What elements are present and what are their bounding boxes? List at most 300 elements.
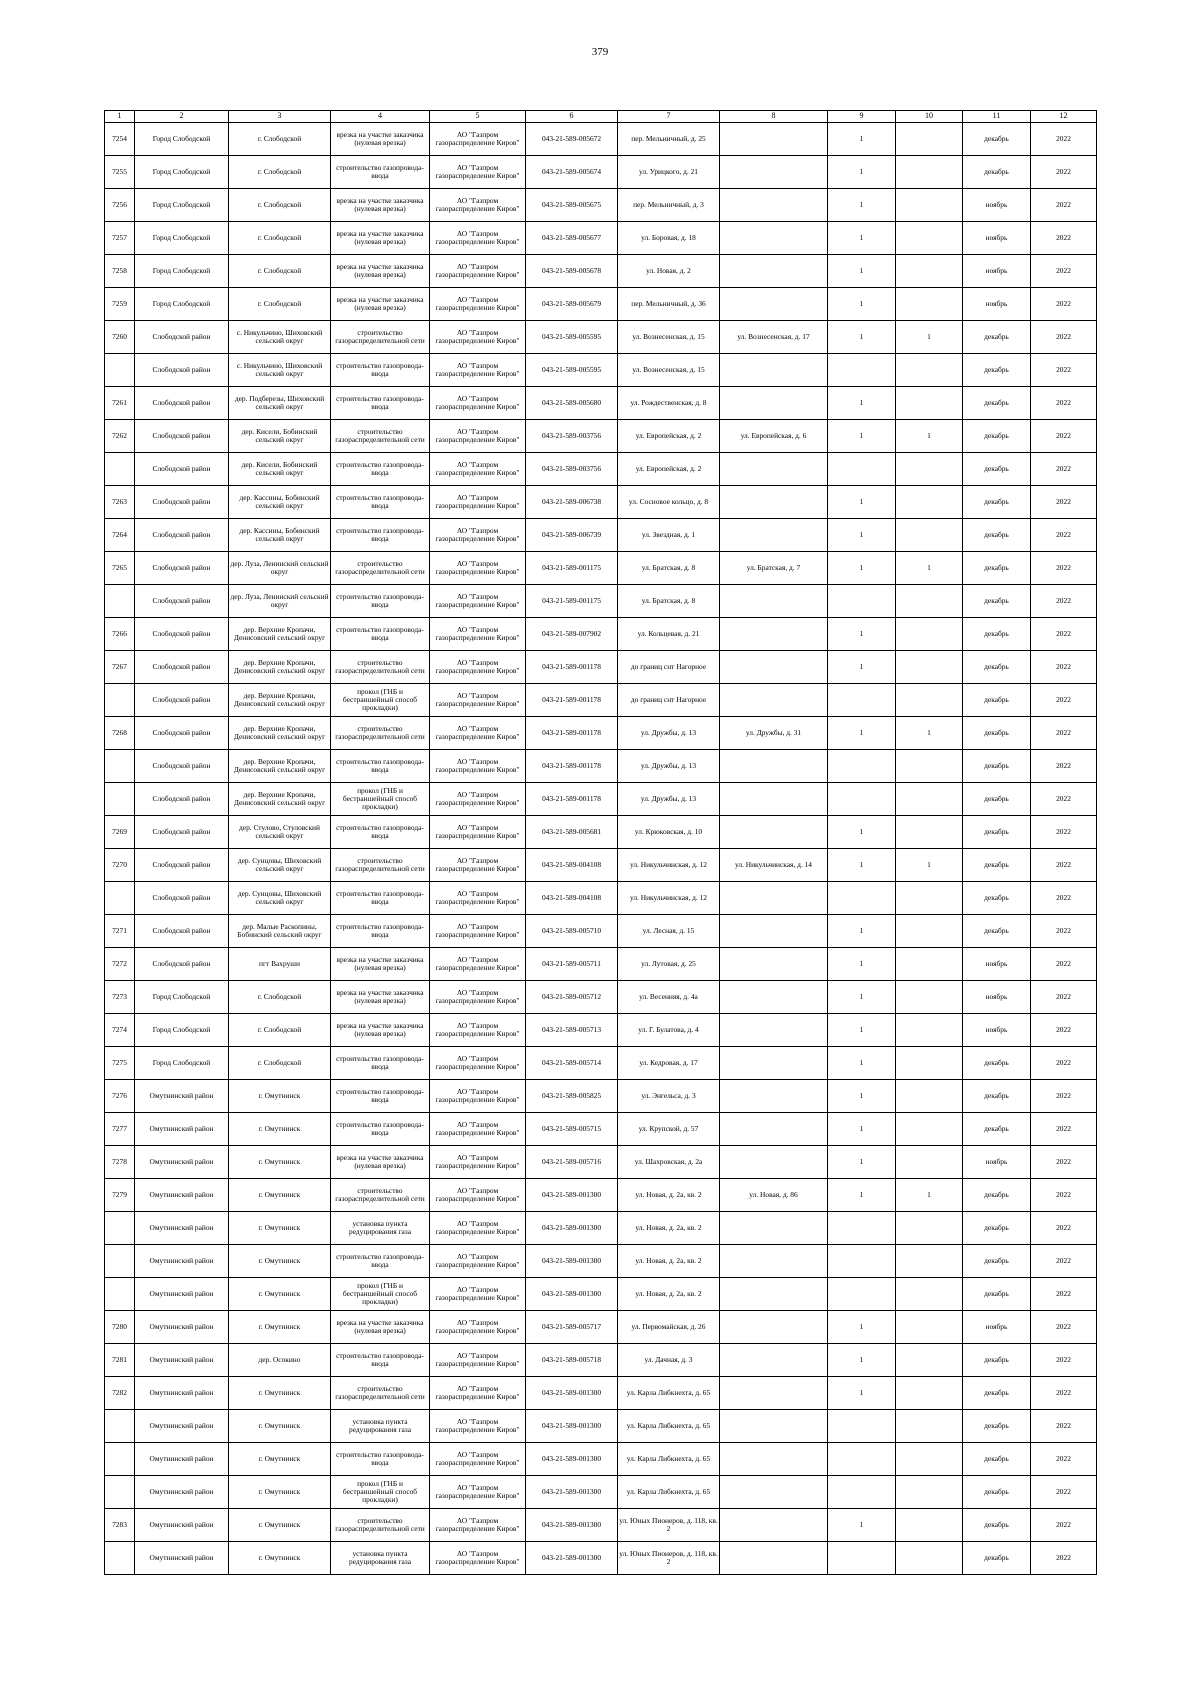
cell-network-count (896, 1509, 963, 1542)
cell-text: АО "Газпром газораспределение Киров" (435, 361, 520, 378)
cell-text: врезка на участке заказчика (нулевая врезка) (336, 1021, 424, 1038)
cell-work-type (331, 981, 430, 1014)
cell-text: строительство газопровода-ввода (336, 625, 424, 642)
cell-work-type (331, 387, 430, 420)
cell-network-count (896, 387, 963, 420)
header-cell: 5 (430, 111, 526, 123)
cell-text: АО "Газпром газораспределение Киров" (435, 922, 520, 939)
cell-work-type (331, 750, 430, 783)
cell-settlement (229, 1113, 331, 1146)
cell-month (963, 1476, 1031, 1509)
cell-month (963, 948, 1031, 981)
cell-text: строительство газопровода-ввода (336, 757, 424, 774)
cell-text: Слободской район (152, 596, 211, 605)
cell-text: АО "Газпром газораспределение Киров" (435, 1087, 520, 1104)
cell-text: 7255 (112, 167, 127, 176)
cell-settlement (229, 1377, 331, 1410)
cell-text: декабрь (984, 464, 1009, 473)
cell-text: дер. Подберезы, Шиховский сельский округ (234, 394, 325, 411)
cell-text: 2022 (1056, 596, 1071, 605)
cell-row-number (105, 783, 135, 816)
cell-application-number (526, 519, 618, 552)
cell-text: строительство газопровода-ввода (336, 1450, 424, 1467)
cell-text: 043-21-589-005678 (541, 266, 602, 275)
cell-text: декабрь (984, 1454, 1009, 1463)
cell-application-number (526, 1212, 618, 1245)
cell-municipality (135, 1542, 229, 1575)
cell-work-type (331, 1146, 430, 1179)
cell-network-count (896, 981, 963, 1014)
cell-organization (430, 1344, 526, 1377)
cell-text: 043-21-589-001300 (541, 1454, 602, 1463)
cell-text: г. Омутнинск (258, 1454, 301, 1463)
cell-row-number (105, 1113, 135, 1146)
cell-settlement (229, 486, 331, 519)
cell-year (1031, 684, 1097, 717)
cell-text: 043-21-589-005716 (541, 1157, 602, 1166)
cell-text: г. Слободской (257, 992, 302, 1001)
cell-text: АО "Газпром газораспределение Киров" (435, 1516, 520, 1533)
cell-text: дер. Кисели, Бобинский сельский округ (241, 427, 318, 444)
cell-text: 2022 (1056, 1190, 1071, 1199)
cell-text: ул. Лутовая, д. 25 (641, 959, 696, 968)
cell-address-from (618, 1245, 720, 1278)
cell-application-number (526, 189, 618, 222)
cell-organization (430, 1509, 526, 1542)
cell-text: дер. Верхние Кропачи, Денисовский сельский округ (233, 691, 326, 708)
cell-organization (430, 321, 526, 354)
cell-address-to (720, 684, 828, 717)
table-row (105, 222, 1097, 255)
cell-text: 2022 (1056, 893, 1071, 902)
cell-month (963, 288, 1031, 321)
cell-text: 043-21-589-001178 (542, 662, 601, 671)
cell-object-count (828, 849, 896, 882)
cell-municipality (135, 486, 229, 519)
cell-row-number (105, 453, 135, 486)
cell-address-to (720, 453, 828, 486)
cell-object-count (828, 1344, 896, 1377)
cell-address-to (720, 783, 828, 816)
cell-address-from (618, 1179, 720, 1212)
cell-municipality (135, 1113, 229, 1146)
cell-text: 1 (859, 1091, 864, 1100)
cell-object-count (828, 618, 896, 651)
cell-text: 1 (859, 827, 864, 836)
cell-settlement (229, 882, 331, 915)
cell-network-count (896, 882, 963, 915)
cell-address-from (618, 387, 720, 420)
header-cell: 10 (896, 111, 963, 123)
cell-text: 7256 (112, 200, 127, 209)
cell-text: Город Слободской (152, 1058, 211, 1067)
cell-application-number (526, 123, 618, 156)
cell-settlement (229, 816, 331, 849)
cell-text: Омутнинский район (149, 1355, 214, 1364)
cell-address-to (720, 288, 828, 321)
cell-text: Город Слободской (152, 992, 211, 1001)
cell-text: г. Омутнинск (258, 1124, 301, 1133)
cell-text: строительство газораспределительной сети (335, 1516, 425, 1533)
table-row (105, 1113, 1097, 1146)
table-row (105, 552, 1097, 585)
cell-month (963, 420, 1031, 453)
cell-text: ул. Братская, д. 8 (641, 596, 696, 605)
cell-organization (430, 222, 526, 255)
cell-text: дер. Кассины, Бобинский сельский округ (239, 526, 320, 543)
cell-work-type (331, 1080, 430, 1113)
cell-text: Слободской район (152, 431, 211, 440)
table-row (105, 1014, 1097, 1047)
cell-text: г. Омутнинск (258, 1322, 301, 1331)
cell-row-number (105, 1344, 135, 1377)
cell-settlement (229, 618, 331, 651)
cell-address-from (618, 189, 720, 222)
table-row (105, 816, 1097, 849)
cell-text: ул. Кедровая, д. 17 (639, 1058, 698, 1067)
cell-text: строительство газопровода-ввода (336, 592, 424, 609)
cell-text: ул. Новая, д. 2а, кв. 2 (635, 1223, 702, 1232)
cell-text: 1 (859, 1388, 864, 1397)
cell-settlement (229, 1443, 331, 1476)
cell-month (963, 1113, 1031, 1146)
header-cell: 12 (1031, 111, 1097, 123)
cell-text: 043-21-589-005680 (541, 398, 602, 407)
cell-text: 043-21-589-001300 (541, 1487, 602, 1496)
cell-year (1031, 453, 1097, 486)
cell-text: ул. Европейская, д. 2 (635, 431, 702, 440)
cell-text: декабрь (984, 563, 1009, 572)
cell-network-count (896, 288, 963, 321)
cell-address-to (720, 882, 828, 915)
cell-text: 043-21-589-001300 (541, 1388, 602, 1397)
cell-settlement (229, 981, 331, 1014)
cell-text: ул. Европейская, д. 2 (635, 464, 702, 473)
cell-organization (430, 453, 526, 486)
cell-text: врезка на участке заказчика (нулевая врезка) (336, 1153, 424, 1170)
cell-network-count (896, 420, 963, 453)
table-row (105, 981, 1097, 1014)
cell-object-count (828, 783, 896, 816)
table-row (105, 1311, 1097, 1344)
cell-organization (430, 1179, 526, 1212)
cell-text: декабрь (984, 365, 1009, 374)
cell-organization (430, 684, 526, 717)
cell-address-to (720, 255, 828, 288)
cell-application-number (526, 1377, 618, 1410)
cell-text: 2022 (1056, 431, 1071, 440)
cell-text: 043-21-589-005595 (541, 365, 602, 374)
cell-text: 2022 (1056, 1520, 1071, 1529)
cell-settlement (229, 1047, 331, 1080)
cell-year (1031, 750, 1097, 783)
cell-address-from (618, 1047, 720, 1080)
cell-text: Омутнинский район (149, 1520, 214, 1529)
cell-year (1031, 618, 1097, 651)
cell-month (963, 354, 1031, 387)
cell-application-number (526, 618, 618, 651)
cell-object-count (828, 1047, 896, 1080)
cell-address-from (618, 1410, 720, 1443)
cell-application-number (526, 288, 618, 321)
cell-text: 043-21-589-005715 (541, 1124, 602, 1133)
cell-text: декабрь (984, 431, 1009, 440)
cell-text: Город Слободской (152, 266, 211, 275)
cell-text: ул. Никульчинская, д. 12 (629, 860, 707, 869)
cell-address-to (720, 1344, 828, 1377)
cell-settlement (229, 651, 331, 684)
cell-text: 2022 (1056, 530, 1071, 539)
cell-text: 2022 (1056, 728, 1071, 737)
cell-row-number (105, 156, 135, 189)
cell-work-type (331, 1014, 430, 1047)
cell-address-to (720, 354, 828, 387)
cell-text: Слободской район (152, 728, 211, 737)
cell-address-to (720, 981, 828, 1014)
cell-text: 1 (859, 530, 864, 539)
cell-text: 7254 (112, 134, 127, 143)
cell-address-to (720, 486, 828, 519)
cell-month (963, 156, 1031, 189)
cell-municipality (135, 948, 229, 981)
cell-text: ул. Карла Либкнехта, д. 65 (626, 1388, 711, 1397)
cell-year (1031, 1410, 1097, 1443)
header-cell: 4 (331, 111, 430, 123)
cell-network-count (896, 222, 963, 255)
cell-work-type (331, 321, 430, 354)
cell-text: 2022 (1056, 134, 1071, 143)
cell-text: строительство газораспределительной сети (335, 427, 425, 444)
cell-year (1031, 387, 1097, 420)
cell-year (1031, 1212, 1097, 1245)
cell-text: Город Слободской (152, 167, 211, 176)
cell-address-from (618, 783, 720, 816)
cell-address-to (720, 189, 828, 222)
cell-work-type (331, 1245, 430, 1278)
cell-text: АО "Газпром газораспределение Киров" (435, 493, 520, 510)
cell-year (1031, 1245, 1097, 1278)
cell-text: 7261 (112, 398, 127, 407)
cell-year (1031, 717, 1097, 750)
cell-text: 2022 (1056, 761, 1071, 770)
cell-settlement (229, 1311, 331, 1344)
cell-text: АО "Газпром газораспределение Киров" (435, 1549, 520, 1566)
cell-text: АО "Газпром газораспределение Киров" (435, 1450, 520, 1467)
cell-address-to (720, 1410, 828, 1443)
cell-row-number (105, 1542, 135, 1575)
cell-network-count (896, 1542, 963, 1575)
cell-address-to (720, 1212, 828, 1245)
header-cell: 7 (618, 111, 720, 123)
cell-settlement (229, 519, 331, 552)
cell-municipality (135, 882, 229, 915)
cell-text: 043-21-589-005718 (541, 1355, 602, 1364)
cell-text: 7259 (112, 299, 127, 308)
cell-text: 7267 (112, 662, 127, 671)
cell-object-count (828, 684, 896, 717)
cell-text: г. Слободской (257, 1058, 302, 1067)
cell-municipality (135, 288, 229, 321)
cell-text: АО "Газпром газораспределение Киров" (435, 1153, 520, 1170)
cell-text: 1 (859, 398, 864, 407)
cell-text: АО "Газпром газораспределение Киров" (435, 658, 520, 675)
cell-text: 2022 (1056, 1454, 1071, 1463)
table-row (105, 255, 1097, 288)
cell-address-from (618, 1443, 720, 1476)
cell-row-number (105, 849, 135, 882)
cell-text: ул. Сосновое кольцо, д. 8 (628, 497, 709, 506)
cell-municipality (135, 849, 229, 882)
cell-organization (430, 420, 526, 453)
cell-network-count (896, 1410, 963, 1443)
cell-text: Слободской район (152, 695, 211, 704)
cell-text: строительство газопровода-ввода (336, 1120, 424, 1137)
cell-application-number (526, 1344, 618, 1377)
cell-municipality (135, 1080, 229, 1113)
cell-object-count (828, 1113, 896, 1146)
cell-text: 1 (859, 233, 864, 242)
cell-text: ул. Вознесенская, д. 17 (737, 332, 810, 341)
cell-text: декабрь (984, 1355, 1009, 1364)
cell-object-count (828, 354, 896, 387)
cell-text: 2022 (1056, 299, 1071, 308)
cell-organization (430, 618, 526, 651)
cell-address-to (720, 1443, 828, 1476)
cell-year (1031, 585, 1097, 618)
cell-text: врезка на участке заказчика (нулевая врезка) (336, 196, 424, 213)
cell-text: Слободской район (152, 497, 211, 506)
cell-network-count (896, 1146, 963, 1179)
cell-text: ноябрь (985, 266, 1008, 275)
cell-text: установка пункта редуцирования газа (349, 1549, 411, 1566)
cell-text: 1 (859, 563, 864, 572)
cell-object-count (828, 552, 896, 585)
cell-row-number (105, 255, 135, 288)
cell-text: г. Слободской (257, 200, 302, 209)
cell-year (1031, 948, 1097, 981)
cell-text: 043-21-589-006738 (541, 497, 602, 506)
cell-settlement (229, 1080, 331, 1113)
cell-work-type (331, 255, 430, 288)
cell-year (1031, 882, 1097, 915)
cell-text: дер. Сунцовы, Шиховский сельский округ (237, 856, 322, 873)
cell-municipality (135, 321, 229, 354)
cell-text: декабрь (984, 1553, 1009, 1562)
cell-application-number (526, 552, 618, 585)
cell-text: 043-21-589-005711 (542, 959, 601, 968)
cell-text: 043-21-589-005595 (541, 332, 602, 341)
cell-network-count (896, 1377, 963, 1410)
cell-text: 043-21-589-005710 (541, 926, 602, 935)
cell-network-count (896, 618, 963, 651)
cell-month (963, 717, 1031, 750)
cell-text: АО "Газпром газораспределение Киров" (435, 592, 520, 609)
cell-text: ул. Новая, д. 2а, кв. 2 (635, 1289, 702, 1298)
cell-object-count (828, 387, 896, 420)
cell-text: декабрь (984, 629, 1009, 638)
cell-organization (430, 255, 526, 288)
cell-text: врезка на участке заказчика (нулевая врезка) (336, 955, 424, 972)
cell-address-from (618, 453, 720, 486)
cell-text: АО "Газпром газораспределение Киров" (435, 1054, 520, 1071)
cell-object-count (828, 750, 896, 783)
cell-text: 043-21-589-001178 (542, 728, 601, 737)
cell-text: декабрь (984, 1289, 1009, 1298)
cell-year (1031, 1377, 1097, 1410)
cell-settlement (229, 552, 331, 585)
cell-address-from (618, 321, 720, 354)
cell-municipality (135, 783, 229, 816)
cell-work-type (331, 651, 430, 684)
cell-text: строительство газопровода-ввода (336, 1252, 424, 1269)
cell-address-from (618, 156, 720, 189)
cell-address-from (618, 420, 720, 453)
cell-network-count (896, 519, 963, 552)
cell-settlement (229, 915, 331, 948)
cell-row-number (105, 618, 135, 651)
cell-text: 1 (859, 134, 864, 143)
cell-address-to (720, 552, 828, 585)
table-row (105, 1410, 1097, 1443)
cell-text: г. Омутнинск (258, 1223, 301, 1232)
cell-text: 043-21-589-001300 (541, 1553, 602, 1562)
cell-text: ноябрь (985, 959, 1008, 968)
cell-text: пер. Мельничный, д. 25 (631, 134, 706, 143)
cell-municipality (135, 519, 229, 552)
cell-settlement (229, 1278, 331, 1311)
cell-text: дер. Кисели, Бобинский сельский округ (241, 460, 318, 477)
cell-municipality (135, 156, 229, 189)
cell-object-count (828, 1509, 896, 1542)
cell-month (963, 189, 1031, 222)
cell-row-number (105, 915, 135, 948)
cell-work-type (331, 1542, 430, 1575)
cell-row-number (105, 321, 135, 354)
cell-text: 2022 (1056, 827, 1071, 836)
table-row (105, 651, 1097, 684)
cell-application-number (526, 684, 618, 717)
cell-object-count (828, 453, 896, 486)
cell-municipality (135, 453, 229, 486)
cell-text: Омутнинский район (149, 1487, 214, 1496)
cell-text: дер. Малые Раскопины, Бобинский сельский округ (237, 922, 322, 939)
cell-organization (430, 1443, 526, 1476)
cell-work-type (331, 1476, 430, 1509)
cell-text: 7274 (112, 1025, 127, 1034)
cell-work-type (331, 1311, 430, 1344)
cell-address-to (720, 519, 828, 552)
cell-text: Город Слободской (152, 299, 211, 308)
cell-text: 043-21-589-005677 (541, 233, 602, 242)
cell-row-number (105, 684, 135, 717)
cell-month (963, 981, 1031, 1014)
cell-organization (430, 1080, 526, 1113)
cell-address-from (618, 1311, 720, 1344)
cell-month (963, 1212, 1031, 1245)
cell-object-count (828, 1443, 896, 1476)
cell-text: ул. Новая, д. 86 (749, 1190, 798, 1199)
cell-month (963, 750, 1031, 783)
cell-text: АО "Газпром газораспределение Киров" (435, 1219, 520, 1236)
cell-text: АО "Газпром газораспределение Киров" (435, 856, 520, 873)
cell-address-to (720, 420, 828, 453)
cell-settlement (229, 222, 331, 255)
cell-address-from (618, 1542, 720, 1575)
cell-month (963, 123, 1031, 156)
cell-text: АО "Газпром газораспределение Киров" (435, 625, 520, 642)
cell-address-to (720, 1377, 828, 1410)
cell-text: 1 (859, 431, 864, 440)
